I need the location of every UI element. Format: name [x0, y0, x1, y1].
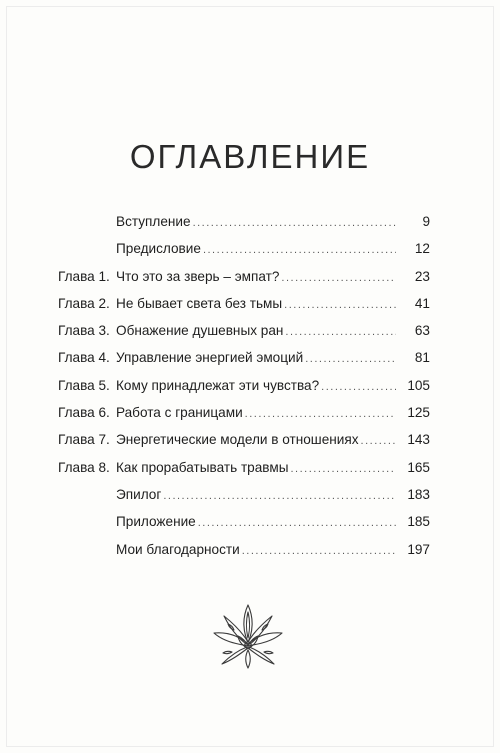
toc-entry-title: Кому принадлежат эти чувства?: [116, 377, 320, 393]
toc-row[interactable]: [58, 208, 430, 235]
toc-page-number: 23: [414, 268, 430, 284]
toc-entry: [116, 372, 430, 401]
toc-row[interactable]: [58, 454, 430, 481]
toc-row[interactable]: [58, 263, 430, 290]
toc-entry-title: Как прорабатывать травмы: [116, 459, 289, 475]
toc-row[interactable]: [58, 290, 430, 317]
toc-chapter-number: Глава 5.: [58, 377, 110, 393]
toc-page-number: 41: [414, 295, 430, 311]
toc-leader-dots: [290, 456, 396, 483]
toc-chapter-number: Глава 8.: [58, 459, 110, 475]
toc-leader-dots: [305, 346, 396, 373]
toc-chapter-number: Глава 6.: [58, 405, 110, 421]
toc-chapter-number: Глава 4.: [58, 350, 110, 366]
toc-entry: [116, 481, 430, 510]
toc-entry: [116, 536, 430, 565]
toc-page-number: 63: [414, 323, 430, 339]
toc-entry-title: Обнажение душевных ран: [116, 323, 284, 339]
toc-row[interactable]: [58, 235, 430, 262]
toc-entry-title: Мои благодарности: [116, 541, 240, 557]
page-title: ОГЛАВЛЕНИЕ: [129, 138, 371, 175]
toc-page-number: 183: [407, 486, 430, 502]
toc-leader-dots: [281, 265, 396, 292]
toc-row[interactable]: [58, 481, 430, 508]
toc-leader-dots: [193, 210, 396, 237]
toc-entry-title: Управление энергией эмоций: [116, 350, 304, 366]
toc-entry-title: Приложение: [116, 514, 196, 530]
toc-entry: [116, 208, 430, 237]
toc-entry-title: Предисловие: [116, 241, 201, 257]
toc-leader-dots: [203, 237, 396, 264]
toc-leader-dots: [163, 483, 396, 510]
toc-row[interactable]: [58, 536, 430, 563]
toc-entry: [116, 290, 430, 319]
toc-page-number: 12: [414, 241, 430, 257]
toc-chapter-number: Глава 2.: [58, 295, 110, 311]
toc-entry-title: Эпилог: [116, 486, 162, 502]
toc-entry: [116, 454, 430, 483]
toc-row[interactable]: [58, 344, 430, 371]
toc-page-number: 125: [407, 405, 430, 421]
toc-row[interactable]: [58, 426, 430, 453]
toc-entry: [116, 426, 430, 455]
toc-leader-dots: [361, 428, 396, 455]
toc-row[interactable]: [58, 317, 430, 344]
table-of-contents: [58, 208, 430, 563]
toc-chapter-number: Глава 7.: [58, 432, 110, 448]
toc-page-number: 197: [407, 541, 430, 557]
toc-leader-dots: [198, 510, 396, 537]
toc-leader-dots: [321, 374, 396, 401]
lotus-icon: [212, 602, 284, 672]
toc-entry-title: Работа с границами: [116, 405, 243, 421]
toc-row[interactable]: [58, 508, 430, 535]
toc-chapter-number: Глава 3.: [58, 323, 110, 339]
toc-entry: [116, 317, 430, 346]
toc-entry: [116, 508, 430, 537]
toc-leader-dots: [285, 319, 396, 346]
toc-entry-title: Вступление: [116, 214, 191, 229]
toc-page-number: 143: [407, 432, 430, 448]
toc-page-number: 9: [422, 214, 430, 229]
toc-row[interactable]: [58, 399, 430, 426]
toc-entry: [116, 399, 430, 428]
toc-leader-dots: [242, 538, 396, 565]
toc-entry-title: Не бывает света без тьмы: [116, 295, 283, 311]
toc-entry-title: Энергетические модели в отношениях: [116, 432, 359, 448]
toc-leader-dots: [245, 401, 396, 428]
toc-page-number: 81: [414, 350, 430, 366]
toc-chapter-number: Глава 1.: [58, 268, 110, 284]
toc-entry: [116, 263, 430, 292]
toc-entry: [116, 235, 430, 264]
toc-entry: [116, 344, 430, 373]
toc-row[interactable]: [58, 372, 430, 399]
toc-entry-title: Что это за зверь – эмпат?: [116, 268, 280, 284]
toc-leader-dots: [284, 292, 396, 319]
toc-page-number: 185: [407, 514, 430, 530]
toc-page-number: 165: [407, 459, 430, 475]
toc-page-number: 105: [407, 377, 430, 393]
